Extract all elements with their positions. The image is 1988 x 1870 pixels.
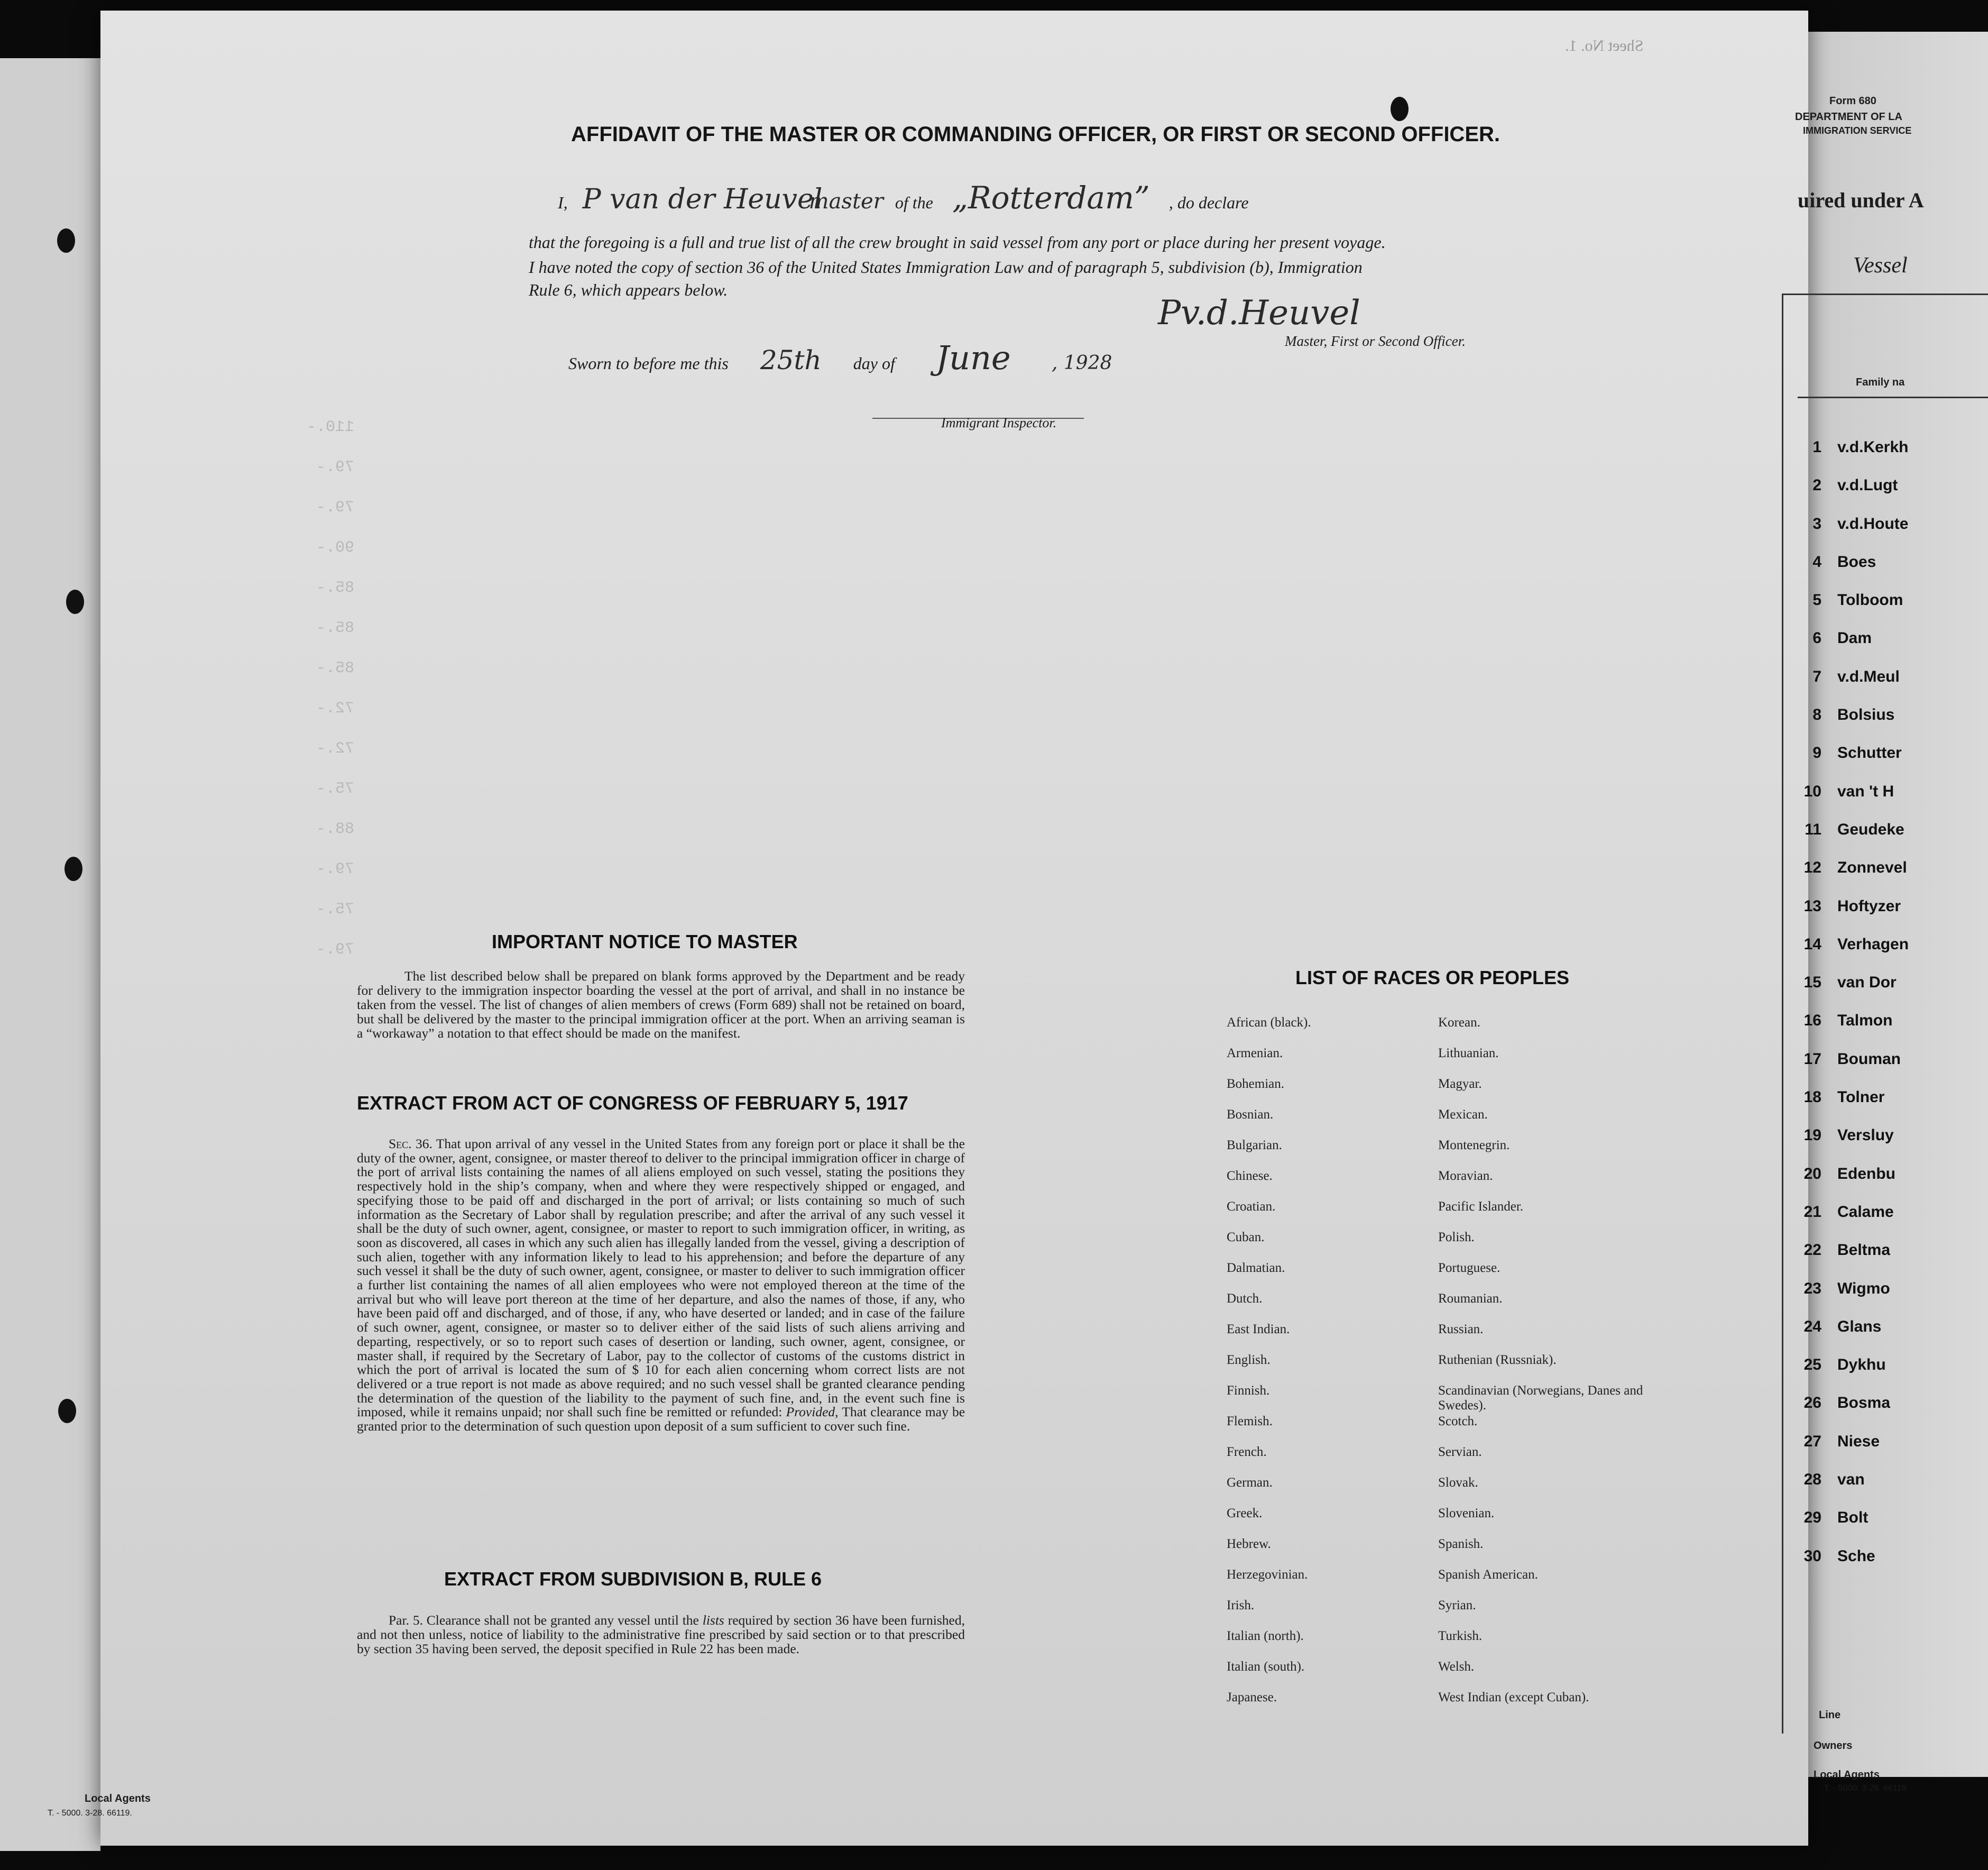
punch-hole — [65, 857, 82, 881]
ghost-weight-column — [248, 407, 354, 970]
ghost-value: 85.- — [316, 619, 354, 637]
race-item: Portuguese. — [1438, 1261, 1501, 1275]
affidavit-line3: I have noted the copy of section 36 of the United States Immigration Law and of paragraph 5, subdivision (b), Immigration — [529, 258, 1363, 277]
right-crew-numbers — [1790, 428, 1821, 1575]
punch-hole — [1391, 97, 1409, 121]
punch-hole — [57, 228, 75, 253]
signature: Pv.d.Heuvel — [1158, 294, 1360, 333]
ghost-value: 75.- — [316, 901, 354, 919]
right-header-rule — [1798, 397, 1988, 398]
row-number: 12 — [1803, 859, 1821, 877]
crew-family-name: Niese — [1837, 1432, 1880, 1450]
right-local-agents: Local Agents — [1814, 1769, 1880, 1781]
footer-local-agents: Local Agents — [85, 1793, 151, 1804]
race-item: Finnish. — [1227, 1383, 1270, 1398]
crew-family-name: Beltma — [1837, 1241, 1891, 1259]
race-item: Servian. — [1438, 1445, 1482, 1459]
race-item: Hebrew. — [1227, 1537, 1271, 1551]
row-number: 20 — [1803, 1165, 1821, 1182]
crew-family-name: van 't H — [1837, 782, 1894, 800]
crew-family-name: Schutter — [1837, 744, 1902, 762]
race-item: Flemish. — [1227, 1414, 1273, 1428]
race-item: English. — [1227, 1353, 1271, 1367]
month-value: June — [936, 338, 1011, 377]
ghost-value: 79.- — [316, 941, 354, 959]
crew-family-name: Boes — [1837, 553, 1876, 571]
race-item: Pacific Islander. — [1438, 1199, 1524, 1214]
rule-body-italic: lists — [702, 1612, 724, 1628]
row-number: 1 — [1812, 438, 1821, 456]
crew-family-name: van — [1837, 1471, 1865, 1489]
rule-title: EXTRACT FROM SUBDIVISION B, RULE 6 — [444, 1568, 822, 1590]
footer-printer-mark: T. - 5000. 3-28. 66119. — [48, 1809, 132, 1818]
row-number: 2 — [1812, 476, 1821, 494]
crew-family-name: Bouman — [1837, 1050, 1901, 1068]
right-printer-mark: T. - 5000. 3-28. 66119. — [1824, 1784, 1909, 1793]
right-service: IMMIGRATION SERVICE — [1803, 125, 1912, 136]
race-item: German. — [1227, 1475, 1273, 1490]
race-item: Cuban. — [1227, 1230, 1265, 1244]
row-number: 27 — [1803, 1432, 1821, 1450]
row-number: 18 — [1803, 1088, 1821, 1106]
rule-body — [357, 1613, 965, 1656]
row-number: 10 — [1803, 782, 1821, 800]
race-item: Dalmatian. — [1227, 1261, 1285, 1275]
right-vessel-label: Vessel — [1853, 253, 1908, 278]
race-item: Chinese. — [1227, 1169, 1273, 1183]
sworn-label: Sworn to before me this — [568, 354, 729, 373]
ghost-value: 85.- — [316, 579, 354, 597]
row-number: 3 — [1812, 515, 1821, 533]
race-item: Lithuanian. — [1438, 1046, 1499, 1060]
crew-family-name: Bosma — [1837, 1394, 1891, 1412]
right-family-header: Family na — [1856, 377, 1905, 388]
ghost-value: 72.- — [316, 740, 354, 758]
race-item: Syrian. — [1438, 1598, 1476, 1612]
right-line-label: Line — [1819, 1709, 1841, 1721]
sheet-number: Sheet No. 1. — [1565, 37, 1644, 54]
race-item: Scotch. — [1438, 1414, 1478, 1428]
affidavit-line2: that the foregoing is a full and true list of all the crew brought in said vessel from any port or place during her present voyage. — [529, 233, 1386, 252]
race-item: East Indian. — [1227, 1322, 1290, 1336]
crew-family-name: Talmon — [1837, 1012, 1893, 1030]
race-item: Spanish. — [1438, 1537, 1484, 1551]
ghost-value: 85.- — [316, 659, 354, 677]
row-number: 19 — [1803, 1126, 1821, 1144]
row-number: 30 — [1803, 1547, 1821, 1565]
crew-family-name: Dam — [1837, 629, 1872, 647]
race-item: Scandinavian (Norwegians, Danes and Swedes). — [1438, 1383, 1643, 1413]
races-title: LIST OF RACES OR PEOPLES — [1295, 967, 1570, 988]
right-required: uired under A — [1798, 188, 1924, 212]
row-number: 21 — [1803, 1203, 1821, 1221]
ghost-value: 88.- — [316, 820, 354, 838]
inspector-caption: Immigrant Inspector. — [941, 415, 1057, 430]
race-item: Dutch. — [1227, 1291, 1263, 1306]
race-item: West Indian (except Cuban). — [1438, 1690, 1589, 1704]
row-number: 8 — [1812, 706, 1821, 724]
affidavit-line1 — [558, 180, 1510, 216]
crew-family-name: Sche — [1837, 1547, 1875, 1565]
row-number: 13 — [1803, 897, 1821, 915]
rule-body-pre: Par. 5. Clearance shall not be granted any vessel until the — [389, 1612, 699, 1628]
race-item: French. — [1227, 1445, 1267, 1459]
crew-family-name: Calame — [1837, 1203, 1894, 1221]
signature-caption: Master, First or Second Officer. — [1285, 333, 1466, 349]
row-number: 17 — [1803, 1050, 1821, 1068]
ghost-value: 90.- — [316, 539, 354, 557]
row-number: 29 — [1803, 1509, 1821, 1527]
race-item: Japanese. — [1227, 1690, 1277, 1704]
race-item: Polish. — [1438, 1230, 1475, 1244]
day-of-label: day of — [853, 354, 895, 373]
race-item: Montenegrin. — [1438, 1138, 1510, 1152]
do-declare-label: , do declare — [1168, 193, 1249, 212]
right-dept: DEPARTMENT OF LA — [1795, 111, 1902, 123]
race-item: Italian (south). — [1227, 1660, 1305, 1674]
row-number: 22 — [1803, 1241, 1821, 1259]
rule-body-post: required by section 36 have been furnished, and not then unless, notice of liability to the administrative fine prescribed by said section or to that prescribed by section 35 having been served, the deposit specified in Rule 22 has been made. — [357, 1612, 965, 1656]
crew-family-name: Tolner — [1837, 1088, 1885, 1106]
crew-family-name: Hoftyzer — [1837, 897, 1901, 915]
act-provided-text: That clearance may be granted prior to the determination of such question upon deposit of a sum sufficient to cover such fine. — [357, 1404, 965, 1434]
crew-family-name: Tolboom — [1837, 591, 1903, 609]
row-number: 24 — [1803, 1317, 1821, 1335]
row-number: 5 — [1812, 591, 1821, 609]
race-item: Moravian. — [1438, 1169, 1493, 1183]
race-item: Bohemian. — [1227, 1077, 1285, 1091]
race-item: Armenian. — [1227, 1046, 1283, 1060]
crew-family-name: Zonnevel — [1837, 859, 1907, 877]
crew-family-name: v.d.Meul — [1837, 667, 1900, 685]
i-label: I, — [558, 193, 568, 212]
crew-family-name: Edenbu — [1837, 1165, 1895, 1182]
ghost-value: 75.- — [316, 780, 354, 798]
act-title: EXTRACT FROM ACT OF CONGRESS OF FEBRUARY 5, 1917 — [357, 1092, 908, 1114]
affidavit-line4: Rule 6, which appears below. — [529, 280, 728, 299]
punch-hole — [58, 1399, 76, 1423]
act-section-label: Sec. 36. — [389, 1136, 432, 1151]
race-item: Korean. — [1438, 1015, 1480, 1030]
crew-family-name: v.d.Houte — [1837, 515, 1909, 533]
act-provided-label: Provided, — [786, 1404, 839, 1420]
race-item: Welsh. — [1438, 1660, 1475, 1674]
day-value: 25th — [760, 345, 822, 375]
race-item: Turkish. — [1438, 1629, 1483, 1643]
ghost-value: 79.- — [316, 459, 354, 476]
row-number: 4 — [1812, 553, 1821, 571]
race-item: Italian (north). — [1227, 1629, 1304, 1643]
vessel-name: „Rotterdam” — [952, 180, 1150, 216]
right-form-number: Form 680 — [1829, 95, 1876, 107]
right-crew-names — [1837, 428, 1988, 1575]
punch-hole — [66, 590, 84, 614]
sworn-line — [568, 338, 1112, 377]
notice-body: The list described below shall be prepared on blank forms approved by the Department and be ready for delivery to the immigration inspector boarding the vessel at the port of arrival, and shall in no instance be taken from the vessel. The list of changes of alien members of crews (Form 689) shall not be retained on board, but shall be delivered by the master to the principal immigration officer at the port. When an arriving seaman is a “workaway” a notation to that effect should be made on the manifest. — [357, 968, 965, 1041]
crew-family-name: Verhagen — [1837, 935, 1909, 953]
notice-title: IMPORTANT NOTICE TO MASTER — [492, 931, 798, 952]
crew-family-name: Dykhu — [1837, 1356, 1886, 1374]
race-item: Greek. — [1227, 1506, 1263, 1520]
race-item: Mexican. — [1438, 1107, 1488, 1122]
crew-family-name: Geudeke — [1837, 820, 1904, 838]
of-the-label: of the — [895, 193, 933, 212]
crew-family-name: van Dor — [1837, 974, 1897, 992]
row-number: 11 — [1805, 820, 1821, 838]
row-number: 16 — [1803, 1012, 1821, 1030]
ghost-value: 79.- — [316, 860, 354, 878]
race-item: Russian. — [1438, 1322, 1484, 1336]
race-item: Roumanian. — [1438, 1291, 1503, 1306]
race-item: Herzegovinian. — [1227, 1568, 1308, 1582]
master-word: master — [808, 189, 883, 214]
crew-family-name: Wigmo — [1837, 1279, 1890, 1297]
row-number: 25 — [1803, 1356, 1821, 1374]
race-item: Spanish American. — [1438, 1568, 1538, 1582]
race-item: Croatian. — [1227, 1199, 1276, 1214]
affidavit-title: AFFIDAVIT OF THE MASTER OR COMMANDING OFFICER, OR FIRST OR SECOND OFFICER. — [571, 123, 1500, 146]
race-item: Bosnian. — [1227, 1107, 1274, 1122]
row-number: 26 — [1803, 1394, 1821, 1412]
act-body — [357, 1137, 965, 1434]
crew-family-name: Bolt — [1837, 1509, 1869, 1527]
race-item: Slovak. — [1438, 1475, 1478, 1490]
crew-family-name: Glans — [1837, 1317, 1882, 1335]
ghost-value: 79.- — [316, 499, 354, 517]
row-number: 7 — [1812, 667, 1821, 685]
row-number: 23 — [1803, 1279, 1821, 1297]
race-item: Slovenian. — [1438, 1506, 1495, 1520]
ghost-value: 110.- — [306, 418, 354, 436]
race-item: Bulgarian. — [1227, 1138, 1282, 1152]
race-item: Ruthenian (Russniak). — [1438, 1353, 1557, 1367]
crew-family-name: Bolsius — [1837, 706, 1895, 724]
races-left-column — [1227, 1015, 1401, 1721]
race-item: Magyar. — [1438, 1077, 1482, 1091]
row-number: 28 — [1803, 1471, 1821, 1489]
race-item: Irish. — [1227, 1598, 1255, 1612]
master-name: P van der Heuvel — [582, 184, 823, 215]
crew-family-name: Versluy — [1837, 1126, 1894, 1144]
races-right-column — [1438, 1015, 1660, 1721]
right-owners-label: Owners — [1814, 1740, 1853, 1752]
crew-family-name: v.d.Kerkh — [1837, 438, 1909, 456]
year-value: , 1928 — [1051, 352, 1112, 374]
race-item: African (black). — [1227, 1015, 1311, 1030]
row-number: 9 — [1812, 744, 1821, 762]
row-number: 6 — [1812, 629, 1821, 647]
underlying-page-left — [0, 58, 100, 1851]
row-number: 14 — [1803, 935, 1821, 953]
row-number: 15 — [1803, 974, 1821, 992]
ghost-value: 72.- — [316, 700, 354, 718]
act-section-text: That upon arrival of any vessel in the United States from any foreign port or place it shall be the duty of the owner, agent, consignee, or master thereof to deliver to the principal immigration officer in charge of the port of arrival lists containing the names of all aliens employed on such vessel, stating the positions they respectively hold in the ship’s company, when and where they were respectively shipped or engaged, and specifying those to be paid off and discharged in the port of arrival; or lists containing so much of such information as the Secretary of Labor shall by regulation prescribe; and after the arrival of any such vessel it shall be the duty of such owner, agent, consignee, or master to report to such immigration officer, in writing, as soon as discovered, all cases in which any such alien has illegally landed from the vessel, giving a description of such alien, together with any information likely to lead to his apprehension; and before the departure of any such vessel it shall be the duty of such owner, agent, consignee, or master to deliver to such immigration officer a further list containing the names of all alien employees who were not employed thereon at the time of the arrival but who will leave port thereon at the time of her departure, and also the names of those, if any, who have been paid off and discharged, and of those, if any, who have deserted or landed; and in case of the failure of such owner, agent, consignee, or master so to deliver either of the said lists of such aliens arriving and departing, respectively, or so to report such cases of desertion or landing, such owner, agent, consignee, or master shall, if required by the Secretary of Labor, pay to the collector of customs of the customs district in which the port of arrival is located the sum of $ 10 for each alien concerning whom correct lists are not delivered or a true report is not made as above required; and no such vessel shall be granted clearance pending the determination of the question of the liability to the payment of such fine, and, in the event such fine is imposed, while it remains unpaid; nor shall such fine be remitted or refunded: — [357, 1136, 965, 1420]
crew-family-name: v.d.Lugt — [1837, 476, 1898, 494]
